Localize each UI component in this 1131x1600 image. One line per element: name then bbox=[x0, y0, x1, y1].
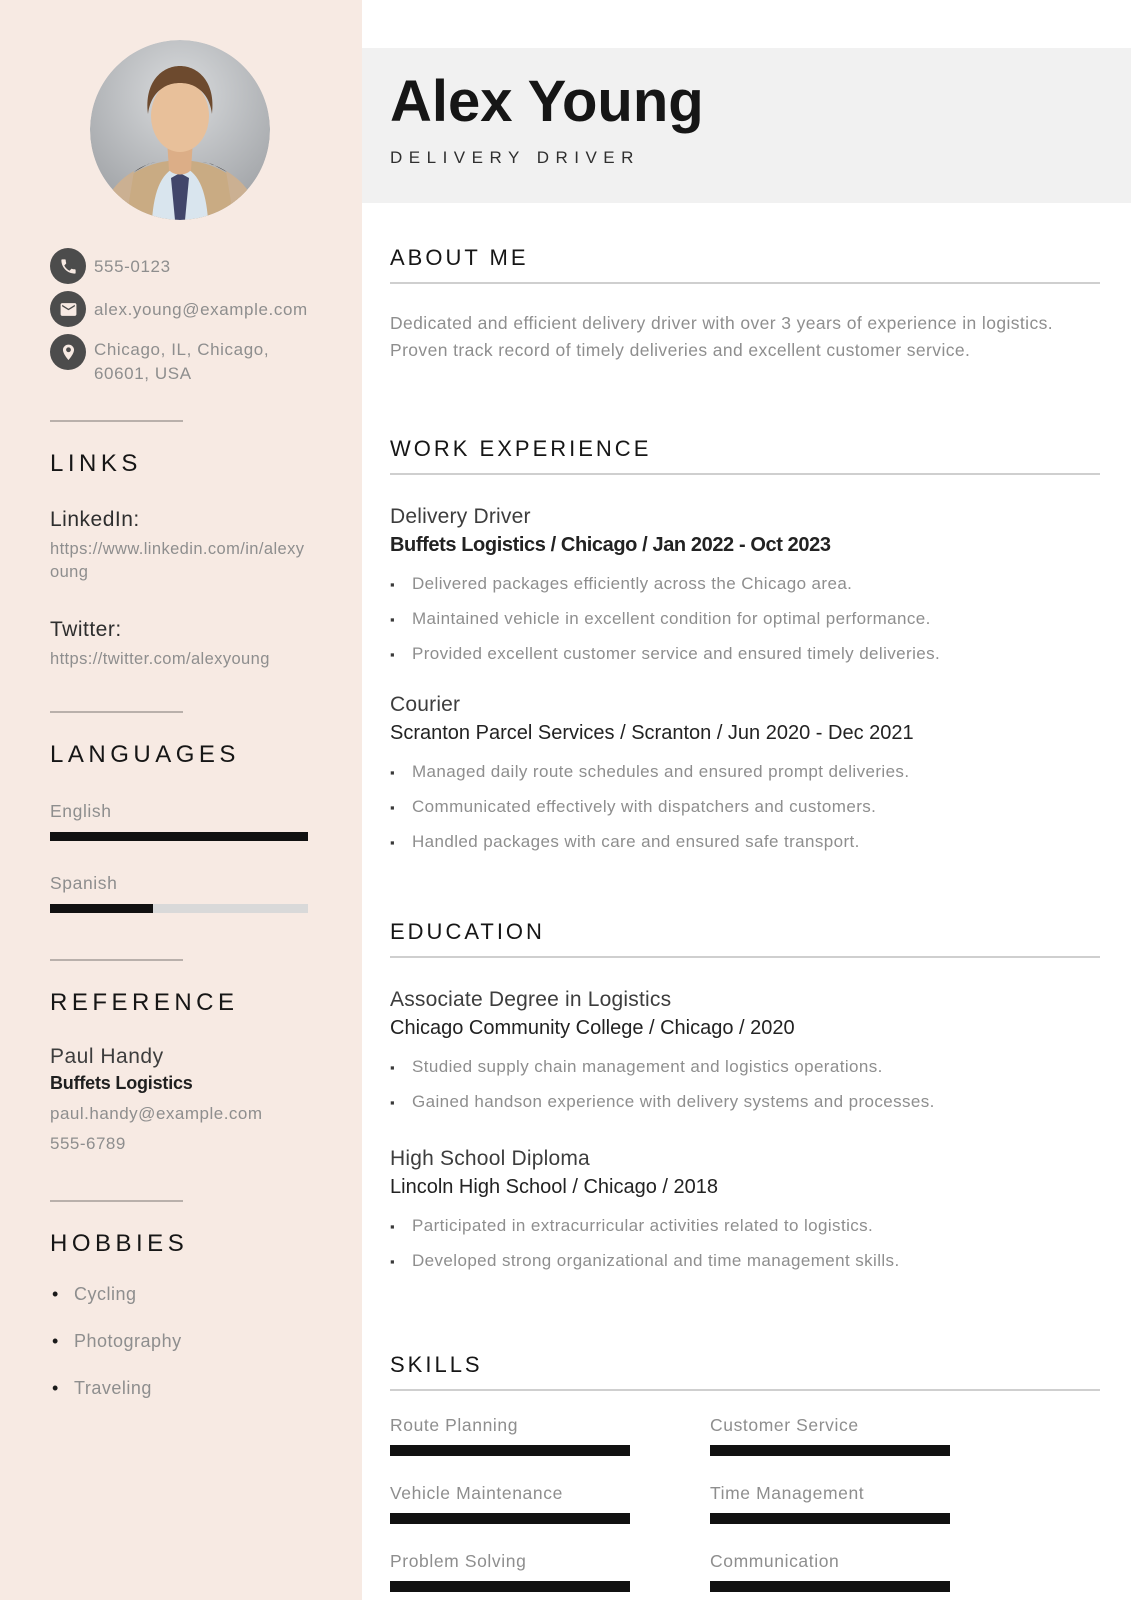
language-level-bar bbox=[50, 904, 308, 913]
skill-name: Vehicle Maintenance bbox=[390, 1483, 563, 1503]
skill-name: Customer Service bbox=[710, 1415, 859, 1435]
location-pin-icon bbox=[50, 334, 86, 370]
bullet-item: ▪ Managed daily route schedules and ensured prompt deliveries. bbox=[390, 761, 1100, 783]
hobbies-heading: HOBBIES bbox=[50, 1230, 189, 1257]
contact-email-row bbox=[50, 291, 310, 327]
degree-bullets bbox=[390, 1056, 1100, 1113]
section-divider bbox=[390, 956, 1100, 958]
bullet-item: ▪ Participated in extracurricular activities related to logistics. bbox=[390, 1215, 1100, 1237]
bullet-item: ▪ Provided excellent customer service and ensured timely deliveries. bbox=[390, 643, 1100, 665]
skill-level-fill bbox=[710, 1445, 950, 1456]
skill-level-fill bbox=[390, 1581, 630, 1592]
links-section bbox=[50, 450, 310, 671]
skill-item bbox=[710, 1415, 950, 1456]
bullet-item: ▪ Delivered packages efficiently across the Chicago area. bbox=[390, 573, 1100, 595]
education-entry bbox=[390, 1147, 1100, 1272]
person-name: Alex Young bbox=[390, 69, 704, 134]
bullet-item: ▪ Communicated effectively with dispatchers and customers. bbox=[390, 796, 1100, 818]
hobby-list bbox=[50, 1284, 310, 1399]
linkedin-url[interactable]: https://www.linkedin.com/in/alexyoung bbox=[50, 540, 305, 581]
job-meta: Scranton Parcel Services / Scranton / Jun 2020 - Dec 2021 bbox=[390, 722, 914, 744]
profile-photo bbox=[90, 40, 270, 220]
languages-section bbox=[50, 741, 310, 913]
skills-grid bbox=[390, 1415, 1100, 1600]
section-divider bbox=[390, 1389, 1100, 1391]
skill-level-fill bbox=[390, 1445, 630, 1456]
phone-number: 555-0123 bbox=[94, 257, 171, 276]
about-text: Dedicated and efficient delivery driver with over 3 years of experience in logistics. Proven track record of timely deliveries and excellent customer service. bbox=[390, 313, 1054, 360]
contact-location-row bbox=[50, 334, 310, 386]
skill-item bbox=[390, 1551, 630, 1592]
sidebar-divider bbox=[50, 711, 183, 713]
sidebar bbox=[0, 0, 362, 1600]
job-meta: Buffets Logistics / Chicago / Jan 2022 - Oct 2023 bbox=[390, 534, 831, 556]
email-address: alex.young@example.com bbox=[94, 300, 308, 319]
skill-item bbox=[710, 1551, 950, 1592]
language-item bbox=[50, 801, 310, 841]
bullet-item: ▪ Gained handson experience with delivery systems and processes. bbox=[390, 1091, 1100, 1113]
degree-bullets bbox=[390, 1215, 1100, 1272]
skill-name: Route Planning bbox=[390, 1415, 519, 1435]
language-item bbox=[50, 873, 310, 913]
skill-level-fill bbox=[710, 1581, 950, 1592]
skill-name: Time Management bbox=[710, 1483, 865, 1503]
language-name: English bbox=[50, 801, 112, 821]
language-name: Spanish bbox=[50, 873, 118, 893]
languages-heading: LANGUAGES bbox=[50, 741, 240, 768]
skill-level-bar bbox=[390, 1581, 630, 1592]
skill-level-bar bbox=[390, 1445, 630, 1456]
reference-heading: REFERENCE bbox=[50, 989, 239, 1016]
sidebar-divider bbox=[50, 420, 183, 422]
language-level-bar bbox=[50, 832, 308, 841]
bullet-item: ▪ Maintained vehicle in excellent condition for optimal performance. bbox=[390, 608, 1100, 630]
linkedin-label: LinkedIn: bbox=[50, 508, 140, 531]
work-entry bbox=[390, 693, 1100, 853]
reference-email: paul.handy@example.com bbox=[50, 1104, 263, 1123]
skill-level-bar bbox=[710, 1513, 950, 1524]
job-title: Courier bbox=[390, 693, 461, 716]
address bbox=[94, 334, 269, 386]
skill-item bbox=[390, 1415, 630, 1456]
work-entry bbox=[390, 505, 1100, 665]
skill-level-bar bbox=[710, 1445, 950, 1456]
person-job-title: DELIVERY DRIVER bbox=[390, 148, 640, 167]
reference-section bbox=[50, 989, 310, 1154]
skill-item bbox=[710, 1483, 950, 1524]
address-line-2: 60601, USA bbox=[94, 364, 192, 383]
education-heading: EDUCATION bbox=[390, 919, 545, 944]
main-column bbox=[362, 0, 1131, 1600]
about-heading: ABOUT ME bbox=[390, 245, 529, 270]
skills-section bbox=[390, 1352, 1100, 1600]
twitter-label: Twitter: bbox=[50, 618, 122, 641]
hobbies-section bbox=[50, 1230, 310, 1399]
work-experience-section bbox=[390, 436, 1100, 853]
hobby-item: • Traveling bbox=[50, 1378, 310, 1399]
reference-company: Buffets Logistics bbox=[50, 1073, 193, 1093]
phone-icon bbox=[50, 248, 86, 284]
education-entry bbox=[390, 988, 1100, 1113]
degree-title: Associate Degree in Logistics bbox=[390, 988, 672, 1011]
degree-meta: Chicago Community College / Chicago / 2020 bbox=[390, 1017, 795, 1039]
skill-name: Problem Solving bbox=[390, 1551, 527, 1571]
skills-heading: SKILLS bbox=[390, 1352, 483, 1377]
job-bullets bbox=[390, 573, 1100, 665]
reference-name: Paul Handy bbox=[50, 1045, 164, 1068]
avatar-illustration bbox=[90, 40, 270, 220]
degree-meta: Lincoln High School / Chicago / 2018 bbox=[390, 1176, 718, 1198]
bullet-item: ▪ Studied supply chain management and logistics operations. bbox=[390, 1056, 1100, 1078]
skill-name: Communication bbox=[710, 1551, 840, 1571]
mail-icon bbox=[50, 291, 86, 327]
hobby-item: • Cycling bbox=[50, 1284, 310, 1305]
job-title: Delivery Driver bbox=[390, 505, 531, 528]
sidebar-divider bbox=[50, 1200, 183, 1202]
section-divider bbox=[390, 473, 1100, 475]
twitter-url[interactable]: https://twitter.com/alexyoung bbox=[50, 650, 270, 668]
skill-level-bar bbox=[390, 1513, 630, 1524]
contact-section bbox=[50, 248, 310, 386]
skill-level-fill bbox=[710, 1513, 950, 1524]
address-line-1: Chicago, IL, Chicago, bbox=[94, 340, 270, 359]
bullet-item: ▪ Handled packages with care and ensured safe transport. bbox=[390, 831, 1100, 853]
skill-level-bar bbox=[710, 1581, 950, 1592]
links-heading: LINKS bbox=[50, 450, 142, 477]
degree-title: High School Diploma bbox=[390, 1147, 590, 1170]
sidebar-divider bbox=[50, 959, 183, 961]
hobby-item: • Photography bbox=[50, 1331, 310, 1352]
language-level-fill bbox=[50, 904, 153, 913]
header-band bbox=[362, 48, 1131, 203]
language-level-fill bbox=[50, 832, 308, 841]
work-heading: WORK EXPERIENCE bbox=[390, 436, 652, 461]
about-section bbox=[390, 245, 1100, 364]
bullet-item: ▪ Developed strong organizational and time management skills. bbox=[390, 1250, 1100, 1272]
reference-phone: 555-6789 bbox=[50, 1134, 126, 1153]
skill-item bbox=[390, 1483, 630, 1524]
contact-phone-row bbox=[50, 248, 310, 284]
job-bullets bbox=[390, 761, 1100, 853]
education-section bbox=[390, 919, 1100, 1272]
skill-level-fill bbox=[390, 1513, 630, 1524]
section-divider bbox=[390, 282, 1100, 284]
